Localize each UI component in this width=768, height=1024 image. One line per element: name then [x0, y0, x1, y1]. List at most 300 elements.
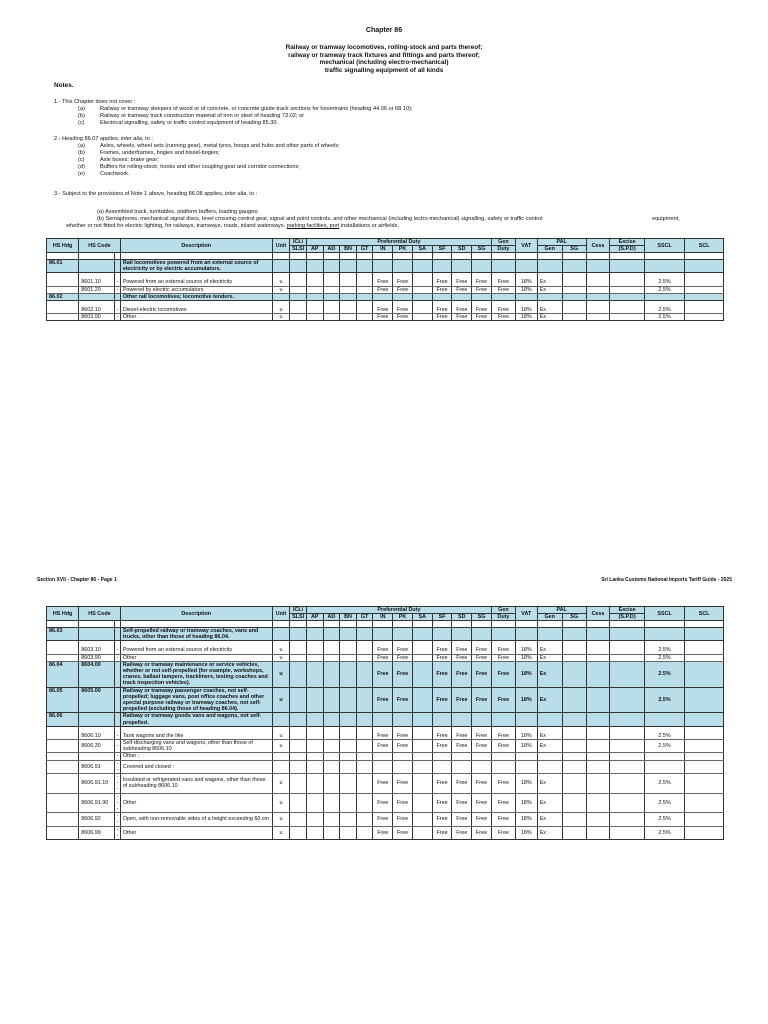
cell-hs-hdg: 86.05 — [47, 687, 79, 713]
cell-scl — [685, 260, 724, 273]
cell-ap — [306, 740, 323, 753]
table-body — [47, 621, 724, 840]
cell-sf: Free — [432, 740, 452, 753]
cell-pal-gen: Ex — [537, 687, 562, 713]
cell-description: Other — [120, 314, 272, 321]
cell-icl — [290, 260, 307, 273]
col-pref-ap: AP — [306, 614, 323, 621]
cell-pal-sg — [562, 826, 586, 839]
col-pal: PAL — [537, 239, 586, 246]
cell-ap — [306, 826, 323, 839]
cell-unit: u — [272, 774, 290, 794]
cell-gt — [356, 260, 373, 273]
cell-pal-sg — [562, 279, 586, 286]
col-excise: Excise — [610, 607, 644, 614]
cell-unit — [272, 753, 290, 760]
cell-hs-code: 8606.10 — [79, 733, 114, 740]
cell-in: Free — [373, 307, 393, 314]
cell-in: Free — [373, 774, 393, 794]
cell-dash: - — [114, 314, 120, 321]
col-slsi: SLSI — [290, 246, 307, 253]
cell-sd: Free — [452, 314, 472, 321]
cell-excise — [610, 314, 644, 321]
cell-ad — [323, 753, 340, 760]
header-row — [47, 239, 724, 246]
col-unit: Unit — [272, 239, 290, 253]
cell-cess — [586, 647, 610, 654]
col-pref-sa: SA — [412, 246, 432, 253]
cell-sa — [412, 260, 432, 273]
cell-ad — [323, 813, 340, 826]
cell-ap — [306, 279, 323, 286]
cell-hs-code: 8604.00 — [79, 661, 114, 687]
cell-sg — [472, 713, 492, 726]
cell-pk: Free — [393, 286, 413, 293]
cell-in — [373, 713, 393, 726]
cell-description: Powered from an external source of electricity — [120, 647, 272, 654]
cell-vat — [515, 628, 537, 641]
cell-ad — [323, 286, 340, 293]
cell-sd: Free — [452, 740, 472, 753]
cell-dash: - — [114, 647, 120, 654]
table-row — [47, 774, 724, 794]
cell-sd: Free — [452, 307, 472, 314]
cell-pk: Free — [393, 733, 413, 740]
cell-vat: 18% — [515, 314, 537, 321]
cell-pal-gen: Ex — [537, 740, 562, 753]
cell-sscl: 2.5% — [644, 687, 685, 713]
cell-gt — [356, 654, 373, 661]
cell-in: Free — [373, 687, 393, 713]
table-row — [47, 314, 724, 321]
cell-description: Insulated or refrigerated vans and wagons, other than those of subheading 8606.10 — [120, 774, 272, 794]
cell-sd — [452, 753, 472, 760]
cell-pal-sg — [562, 774, 586, 794]
cell-sscl: 2.5% — [644, 661, 685, 687]
col-scl: SCL — [685, 607, 724, 621]
cell-excise — [610, 687, 644, 713]
cell-unit: u — [272, 286, 290, 293]
cell-pk: Free — [393, 687, 413, 713]
col-pal: PAL — [537, 607, 586, 614]
cell-sscl — [644, 293, 685, 300]
col-pref-in: IN — [373, 614, 393, 621]
cell-gen-duty: Free — [491, 813, 515, 826]
cell-excise — [610, 628, 644, 641]
cell-pal-gen — [537, 260, 562, 273]
cell-excise — [610, 740, 644, 753]
cell-hs-hdg — [47, 753, 79, 760]
cell-unit: u — [272, 654, 290, 661]
cell-sscl — [644, 260, 685, 273]
spacer-row — [47, 621, 724, 628]
heading-line: mechanical (including electro-mechanical) — [319, 59, 449, 67]
cell-hs-code — [79, 260, 114, 273]
cell-sa — [412, 293, 432, 300]
cell-sf: Free — [432, 314, 452, 321]
cell-sa — [412, 279, 432, 286]
cell-cess — [586, 628, 610, 641]
cell-icl — [290, 286, 307, 293]
note-item: (a) Railway or tramway sleepers of wood or of concrete, or concrete guide-track sections for hovertrains (heading 44.06 or 68.10); — [78, 106, 413, 112]
cell-gt — [356, 647, 373, 654]
cell-unit: u — [272, 661, 290, 687]
col-gen-duty: Gen — [491, 239, 515, 246]
cell-bn — [340, 661, 357, 687]
cell-sg: Free — [472, 733, 492, 740]
cell-vat: 18% — [515, 279, 537, 286]
cell-description: Other rail locomotives; locomotive tenders. — [120, 293, 272, 300]
cell-hs-code — [79, 713, 114, 726]
col-pal-sg: SG — [562, 246, 586, 253]
cell-scl — [685, 307, 724, 314]
cell-icl — [290, 740, 307, 753]
cell-sf: Free — [432, 654, 452, 661]
heading-row — [47, 628, 724, 641]
cell-sf: Free — [432, 687, 452, 713]
cell-sscl: 2.5% — [644, 733, 685, 740]
cell-pk — [393, 713, 413, 726]
cell-gen-duty: Free — [491, 687, 515, 713]
cell-ap — [306, 628, 323, 641]
col-icl: ICL/ — [290, 607, 307, 614]
cell-excise — [610, 647, 644, 654]
cell-hs-hdg — [47, 654, 79, 661]
cell-cess — [586, 713, 610, 726]
cell-ad — [323, 279, 340, 286]
col-pref-ap: AP — [306, 246, 323, 253]
cell-hs-code: 8601.20 — [79, 286, 114, 293]
cell-sf — [432, 293, 452, 300]
cell-sd: Free — [452, 687, 472, 713]
chapter-title: Chapter 86 — [365, 27, 403, 34]
cell-in: Free — [373, 793, 393, 813]
col-scl: SCL — [685, 239, 724, 253]
cell-vat — [515, 260, 537, 273]
cell-pal-gen: Ex — [537, 654, 562, 661]
cell-hs-code: 8606.30 — [79, 740, 114, 753]
cell-hs-hdg: 86.01 — [47, 260, 79, 273]
cell-pal-sg — [562, 307, 586, 314]
cell-hs-hdg — [47, 314, 79, 321]
cell-gt — [356, 774, 373, 794]
cell-scl — [685, 279, 724, 286]
cell-ap — [306, 753, 323, 760]
note-3 — [54, 191, 257, 198]
cell-gen-duty: Free — [491, 279, 515, 286]
cell-dash: - — [114, 654, 120, 661]
col-icl: ICL/ — [290, 239, 307, 246]
cell-pk: Free — [393, 279, 413, 286]
col-pref-pk: PK — [393, 246, 413, 253]
cell-sf: Free — [432, 793, 452, 813]
cell-pal-sg — [562, 733, 586, 740]
col-pref-sf: SF — [432, 614, 452, 621]
cell-description: Other : — [120, 753, 272, 760]
cell-sa — [412, 286, 432, 293]
cell-vat: 18% — [515, 813, 537, 826]
cell-bn — [340, 713, 357, 726]
cell-cess — [586, 307, 610, 314]
cell-ap — [306, 813, 323, 826]
cell-bn — [340, 286, 357, 293]
cell-pk: Free — [393, 654, 413, 661]
cell-pal-gen: Ex — [537, 279, 562, 286]
cell-excise — [610, 713, 644, 726]
cell-sf: Free — [432, 733, 452, 740]
cell-pal-sg — [562, 293, 586, 300]
cell-icl — [290, 826, 307, 839]
cell-hs-code: 8603.10 — [79, 647, 114, 654]
cell-dash: - — [114, 740, 120, 753]
cell-sscl — [644, 628, 685, 641]
cell-hs-code: 8605.00 — [79, 687, 114, 713]
col-excise-2: (S.P.D) — [610, 614, 644, 621]
cell-ad — [323, 307, 340, 314]
cell-in: Free — [373, 813, 393, 826]
note-item: (c) Axle boxes; brake gear; — [78, 157, 159, 163]
cell-sa — [412, 753, 432, 760]
heading-row — [47, 713, 724, 726]
cell-sd: Free — [452, 793, 472, 813]
cell-scl — [685, 793, 724, 813]
cell-ap — [306, 713, 323, 726]
cell-unit: u — [272, 687, 290, 713]
cell-unit — [272, 260, 290, 273]
cell-sscl: 2.5% — [644, 286, 685, 293]
cell-hs-hdg — [47, 286, 79, 293]
cell-vat: 18% — [515, 661, 537, 687]
cell-dash: -- — [114, 760, 120, 773]
cell-gt — [356, 687, 373, 713]
cell-pk: Free — [393, 740, 413, 753]
cell-description: Open, with non-removable sides of a height exceeding 60 cm — [120, 813, 272, 826]
note-item: (b) Railway or tramway track construction material of iron or steel of heading 73.02; or — [78, 113, 304, 119]
cell-pk: Free — [393, 774, 413, 794]
cell-unit: u — [272, 647, 290, 654]
cell-sa — [412, 314, 432, 321]
cell-bn — [340, 293, 357, 300]
cell-hs-code: 8606.92 — [79, 813, 114, 826]
col-pref-in: IN — [373, 246, 393, 253]
cell-hs-code — [79, 293, 114, 300]
cell-pal-gen — [537, 713, 562, 726]
cell-sf: Free — [432, 279, 452, 286]
cell-icl — [290, 647, 307, 654]
cell-hs-hdg — [47, 647, 79, 654]
col-preferential-duty: Preferential Duty — [306, 239, 491, 246]
tariff-table — [46, 606, 724, 840]
cell-hs-hdg — [47, 760, 79, 773]
cell-sscl — [644, 713, 685, 726]
cell-gt — [356, 760, 373, 773]
cell-dash: - — [114, 733, 120, 740]
cell-hs-hdg: 86.04 — [47, 661, 79, 687]
cell-sa — [412, 687, 432, 713]
cell-gt — [356, 793, 373, 813]
heading-line: railway or tramway track fixtures and fittings and parts thereof; — [288, 51, 480, 59]
cell-hs-hdg: 86.06 — [47, 713, 79, 726]
cell-description: Railway or tramway passenger coaches, not self-propelled; luggage vans, post office coaches and other special purpose railway or tramway coaches, not self-propelled (excluding those of heading 86.04). — [120, 687, 272, 713]
col-pref-sf: SF — [432, 246, 452, 253]
cell-pal-sg — [562, 260, 586, 273]
col-pal-gen: Gen — [537, 614, 562, 621]
cell-icl — [290, 307, 307, 314]
cell-hs-hdg: 86.02 — [47, 293, 79, 300]
cell-gt — [356, 661, 373, 687]
cell-vat — [515, 293, 537, 300]
note-2 — [54, 136, 340, 178]
cell-pal-gen — [537, 760, 562, 773]
cell-unit: u — [272, 279, 290, 286]
cell-hs-hdg — [47, 307, 79, 314]
cell-sa — [412, 760, 432, 773]
cell-ad — [323, 774, 340, 794]
cell-ap — [306, 774, 323, 794]
cell-cess — [586, 687, 610, 713]
note-item: (e) Coachwork. — [78, 171, 130, 177]
cell-sscl: 2.5% — [644, 654, 685, 661]
table-row — [47, 279, 724, 286]
col-pal-sg: SG — [562, 614, 586, 621]
cell-gen-duty — [491, 260, 515, 273]
cell-description: Powered by electric accumulators — [120, 286, 272, 293]
heading-row — [47, 661, 724, 687]
cell-vat — [515, 760, 537, 773]
cell-sd — [452, 760, 472, 773]
cell-hs-code: 8606.91.10 — [79, 774, 114, 794]
cell-cess — [586, 260, 610, 273]
cell-sg: Free — [472, 279, 492, 286]
cell-scl — [685, 826, 724, 839]
cell-cess — [586, 740, 610, 753]
cell-vat — [515, 753, 537, 760]
cell-dash: - — [114, 753, 120, 760]
cell-in: Free — [373, 654, 393, 661]
cell-in — [373, 260, 393, 273]
col-cess: Cess — [586, 239, 610, 253]
cell-icl — [290, 760, 307, 773]
cell-icl — [290, 813, 307, 826]
cell-sg — [472, 293, 492, 300]
col-pref-pk: PK — [393, 614, 413, 621]
cell-cess — [586, 774, 610, 794]
cell-cess — [586, 286, 610, 293]
cell-sf — [432, 628, 452, 641]
cell-scl — [685, 628, 724, 641]
cell-icl — [290, 733, 307, 740]
cell-unit — [272, 293, 290, 300]
cell-unit: u — [272, 307, 290, 314]
cell-pal-sg — [562, 687, 586, 713]
cell-vat: 18% — [515, 687, 537, 713]
cell-excise — [610, 826, 644, 839]
cell-ad — [323, 628, 340, 641]
cell-description: Covered and closed : — [120, 760, 272, 773]
col-hs-hdg: HS Hdg — [47, 607, 79, 621]
cell-scl — [685, 293, 724, 300]
cell-sa — [412, 713, 432, 726]
cell-hs-code — [79, 628, 114, 641]
cell-sscl: 2.5% — [644, 647, 685, 654]
cell-sd — [452, 293, 472, 300]
note-item: (a) Axles, wheels, wheel sets (running gear), metal tyres, hoops and hubs and other parts of wheels; — [78, 143, 340, 149]
cell-excise — [610, 661, 644, 687]
cell-gt — [356, 293, 373, 300]
heading-row — [47, 293, 724, 300]
cell-unit: u — [272, 740, 290, 753]
cell-pal-sg — [562, 661, 586, 687]
cell-sd: Free — [452, 647, 472, 654]
note-item: (c) Electrical signalling, safety or traffic control equipment of heading 85.30. — [78, 120, 279, 126]
cell-dash: - — [114, 307, 120, 314]
cell-gen-duty — [491, 760, 515, 773]
cell-description: Railway or tramway maintenance or service vehicles, whether or not self-propelled (for example, workshops, cranes, ballast tampers, trackliners, testing coaches and track inspection vehicles). — [120, 661, 272, 687]
cell-pk — [393, 760, 413, 773]
cell-gen-duty — [491, 713, 515, 726]
cell-bn — [340, 740, 357, 753]
col-pref-gt: GT — [356, 614, 373, 621]
cell-icl — [290, 293, 307, 300]
cell-sa — [412, 628, 432, 641]
cell-sscl: 2.5% — [644, 793, 685, 813]
cell-bn — [340, 260, 357, 273]
cell-description: Other — [120, 793, 272, 813]
cell-pal-sg — [562, 654, 586, 661]
note-1 — [54, 99, 412, 127]
cell-sg — [472, 753, 492, 760]
cell-pal-sg — [562, 760, 586, 773]
cell-sf: Free — [432, 307, 452, 314]
cell-ap — [306, 661, 323, 687]
cell-gen-duty — [491, 753, 515, 760]
cell-ap — [306, 260, 323, 273]
cell-sg — [472, 760, 492, 773]
cell-hs-hdg — [47, 279, 79, 286]
cell-description: Rail locomotives powered from an external source of electricity or by electric accumulators. — [120, 260, 272, 273]
cell-bn — [340, 813, 357, 826]
cell-hs-hdg — [47, 733, 79, 740]
cell-ad — [323, 314, 340, 321]
col-hs-hdg: HS Hdg — [47, 239, 79, 253]
cell-vat: 18% — [515, 307, 537, 314]
cell-sd: Free — [452, 286, 472, 293]
cell-ad — [323, 793, 340, 813]
cell-ad — [323, 733, 340, 740]
table-header — [47, 239, 724, 253]
cell-gen-duty: Free — [491, 307, 515, 314]
cell-scl — [685, 760, 724, 773]
cell-sa — [412, 647, 432, 654]
cell-ap — [306, 760, 323, 773]
cell-pal-gen: Ex — [537, 826, 562, 839]
cell-pal-gen: Ex — [537, 647, 562, 654]
cell-unit — [272, 628, 290, 641]
cell-in: Free — [373, 279, 393, 286]
cell-pal-gen — [537, 293, 562, 300]
cell-hs-hdg — [47, 826, 79, 839]
cell-excise — [610, 760, 644, 773]
tariff-table — [46, 238, 724, 321]
cell-pal-gen: Ex — [537, 733, 562, 740]
cell-gen-duty: Free — [491, 793, 515, 813]
cell-cess — [586, 661, 610, 687]
table-row — [47, 753, 724, 760]
cell-ap — [306, 307, 323, 314]
note-3-item-b-end: equipment, — [652, 216, 680, 222]
cell-bn — [340, 314, 357, 321]
cell-gen-duty: Free — [491, 733, 515, 740]
